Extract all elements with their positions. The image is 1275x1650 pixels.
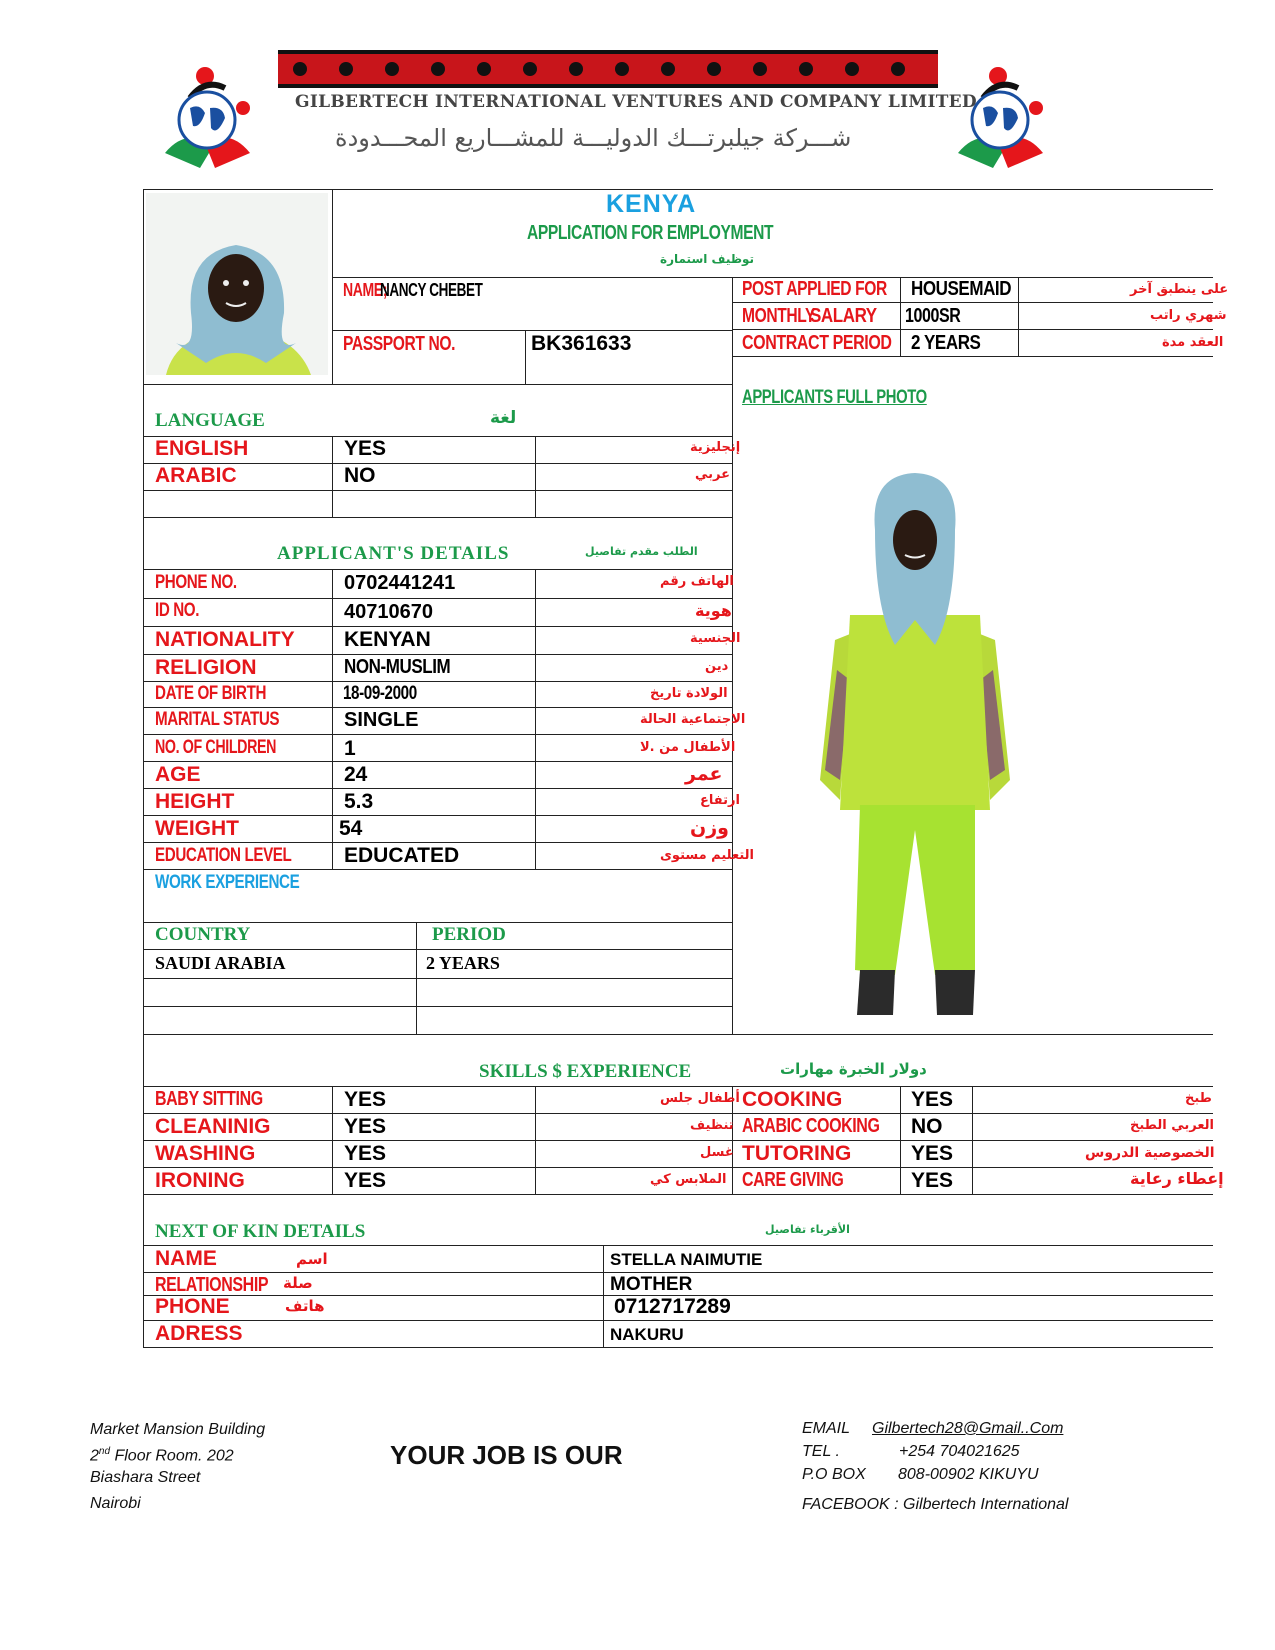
decorative-banner (278, 50, 938, 88)
contract-label-arabic: العقد مدة (1162, 335, 1224, 350)
skill-washing-value: YES (344, 1142, 387, 1165)
company-logo-right (938, 58, 1063, 173)
kin-address-value: NAKURU (610, 1325, 684, 1344)
skill-cooking-label: COOKING (742, 1088, 843, 1111)
skill-arabic-cooking-arabic: العربي الطبخ (1130, 1118, 1214, 1133)
detail-religion-value: NON-MUSLIM (344, 656, 451, 678)
form-title-arabic: توظيف استمارة (660, 252, 755, 266)
experience-period-value: 2 YEARS (426, 953, 500, 973)
skill-care-giving-arabic: إعطاء رعاية (1130, 1169, 1224, 1188)
skill-washing-arabic: غسل (700, 1145, 734, 1160)
skill-baby-sitting-label: BABY SITTING (155, 1088, 263, 1110)
language-english-label: ENGLISH (155, 437, 249, 460)
skills-title: SKILLS $ EXPERIENCE (479, 1061, 692, 1082)
footer-tel-label: TEL . (802, 1443, 840, 1460)
detail-dob-value: 18-09-2000 (343, 683, 417, 704)
footer-slogan: YOUR JOB IS OUR (390, 1440, 623, 1470)
contract-value: 2 YEARS (911, 332, 981, 354)
language-arabic-arabic: عربي (695, 467, 731, 482)
detail-phone-label: PHONE NO. (155, 572, 237, 593)
experience-period-header: PERIOD (432, 924, 506, 945)
detail-marital-label: MARITAL STATUS (155, 709, 280, 730)
detail-children-arabic: الأطفال من .لا (640, 740, 736, 755)
experience-country-header: COUNTRY (155, 924, 251, 945)
skill-arabic-cooking-label: ARABIC COOKING (742, 1115, 880, 1137)
detail-education-value: EDUCATED (344, 844, 460, 867)
detail-height-label: HEIGHT (155, 790, 235, 813)
detail-nationality-value: KENYAN (344, 628, 431, 651)
details-title: APPLICANT'S DETAILS (277, 543, 510, 564)
detail-age-label: AGE (155, 763, 201, 786)
skill-tutoring-value: YES (911, 1142, 954, 1165)
footer-pobox-label: P.O BOX (802, 1466, 866, 1483)
skill-arabic-cooking-value: NO (911, 1115, 943, 1138)
language-arabic-label: ARABIC (155, 464, 237, 487)
skill-baby-sitting-value: YES (344, 1088, 387, 1111)
skill-tutoring-label: TUTORING (742, 1142, 852, 1165)
footer-address-line-3: Biashara Street (90, 1469, 201, 1487)
detail-marital-value: SINGLE (344, 709, 419, 731)
form-title: APPLICATION FOR EMPLOYMENT (527, 222, 774, 244)
skill-baby-sitting-arabic: أطفال جلس (660, 1091, 740, 1106)
skill-washing-label: WASHING (155, 1142, 256, 1165)
full-photo-label: APPLICANTS FULL PHOTO (742, 387, 927, 408)
kin-name-label: NAME (155, 1247, 217, 1270)
skill-cleaning-value: YES (344, 1115, 387, 1138)
detail-religion-label: RELIGION (155, 656, 257, 679)
salary-label-1: MONTHLY (742, 305, 815, 327)
kin-title-arabic: الأقرباء تفاصيل (765, 1223, 850, 1236)
language-title-arabic: لغة (490, 408, 517, 428)
name-label: NAME; (343, 280, 388, 300)
language-english-arabic: إنجليزية (690, 440, 741, 455)
applicant-full-photo (815, 470, 1015, 1030)
detail-id-label: ID NO. (155, 600, 200, 621)
detail-id-value: 40710670 (344, 601, 433, 623)
kin-name-value: STELLA NAIMUTIE (610, 1250, 763, 1269)
language-arabic-value: NO (344, 464, 376, 487)
salary-label-arabic: شهري راتب (1150, 308, 1227, 323)
post-label: POST APPLIED FOR (742, 278, 887, 300)
post-value: HOUSEMAID (911, 278, 1012, 300)
company-logo-left (145, 58, 270, 173)
footer-address-line-4: Nairobi (90, 1495, 141, 1513)
footer-address (90, 1419, 265, 1515)
skill-cooking-arabic: طبخ (1185, 1091, 1212, 1106)
work-experience-label: WORK EXPERIENCE (155, 872, 300, 893)
detail-nationality-label: NATIONALITY (155, 628, 295, 651)
skill-ironing-value: YES (344, 1169, 387, 1192)
kin-phone-value: 0712717289 (614, 1295, 731, 1318)
footer-address-line-1: Market Mansion Building (90, 1421, 266, 1438)
detail-education-arabic: التعليم مستوى (660, 848, 754, 863)
experience-country-value: SAUDI ARABIA (155, 953, 286, 973)
skill-care-giving-value: YES (911, 1169, 954, 1192)
detail-marital-arabic: الاجتماعية الحالة (640, 712, 746, 727)
skills-title-arabic: دولار الخبرة مهارات (780, 1060, 927, 1078)
detail-education-label: EDUCATION LEVEL (155, 845, 292, 866)
kin-title: NEXT OF KIN DETAILS (155, 1221, 366, 1242)
applicant-headshot-photo (146, 193, 328, 375)
detail-children-value: 1 (344, 737, 356, 760)
detail-dob-arabic: الولادة تاريخ (650, 686, 728, 701)
detail-children-label: NO. OF CHILDREN (155, 737, 277, 758)
detail-id-arabic: هوية (695, 601, 732, 620)
detail-nationality-arabic: الجنسية (690, 631, 741, 646)
footer-email-link[interactable]: Gilbertech28@Gmail..Com (872, 1420, 1064, 1437)
language-english-value: YES (344, 437, 387, 460)
kin-name-arabic: اسم (296, 1250, 328, 1268)
detail-phone-value: 0702441241 (344, 572, 456, 594)
passport-label: PASSPORT NO. (343, 333, 456, 355)
skill-ironing-arabic: الملابس كي (650, 1172, 727, 1187)
company-name-arabic: شـــركة جيلبرتـــك الدوليـــة للمشـــاريع المحـــدودة (335, 124, 852, 152)
skill-cooking-value: YES (911, 1088, 954, 1111)
company-name: GILBERTECH INTERNATIONAL VENTURES AND COMPANY LIMITED (295, 92, 977, 112)
post-label-arabic: على ينطبق آخر (1130, 282, 1229, 297)
skill-ironing-label: IRONING (155, 1169, 245, 1192)
country-title: KENYA (606, 190, 697, 218)
kin-relationship-label: RELATIONSHIP (155, 1274, 269, 1296)
detail-weight-value: 54 (339, 817, 363, 840)
footer-address-line-2: 2nd Floor Room. 202 (90, 1446, 234, 1465)
language-title: LANGUAGE (155, 410, 265, 431)
salary-label-2: SALARY (810, 305, 877, 327)
detail-weight-arabic: وزن (690, 817, 729, 839)
detail-age-arabic: عمر (685, 763, 723, 785)
contract-label: CONTRACT PERIOD (742, 332, 892, 354)
kin-address-label: ADRESS (155, 1322, 243, 1345)
footer-tel-value: +254 704021625 (899, 1443, 1020, 1460)
salary-value: 1000SR (905, 305, 961, 327)
footer-pobox-value: 808-00902 KIKUYU (898, 1466, 1039, 1483)
kin-phone-arabic: هاتف (285, 1297, 325, 1315)
detail-phone-arabic: الهاتف رقم (660, 574, 734, 589)
skill-cleaning-arabic: تنظيف (690, 1118, 734, 1133)
detail-height-value: 5.3 (344, 790, 374, 813)
skill-tutoring-arabic: الخصوصية الدروس (1085, 1145, 1215, 1161)
detail-height-arabic: ارتفاع (700, 793, 740, 808)
skill-care-giving-label: CARE GIVING (742, 1169, 844, 1191)
kin-relationship-arabic: صلة (283, 1274, 313, 1292)
name-value: NANCY CHEBET (380, 280, 483, 300)
detail-religion-arabic: دين (705, 659, 729, 674)
passport-value: BK361633 (531, 332, 632, 355)
skill-cleaning-label: CLEANINIG (155, 1115, 271, 1138)
kin-relationship-value: MOTHER (610, 1274, 693, 1295)
details-title-arabic: الطلب مقدم تفاصيل (585, 545, 698, 558)
detail-weight-label: WEIGHT (155, 817, 239, 840)
detail-dob-label: DATE OF BIRTH (155, 683, 267, 704)
detail-age-value: 24 (344, 763, 368, 786)
footer-email-label: EMAIL (802, 1420, 851, 1437)
footer-facebook: FACEBOOK : Gilbertech International (802, 1496, 1069, 1513)
kin-phone-label: PHONE (155, 1295, 230, 1318)
